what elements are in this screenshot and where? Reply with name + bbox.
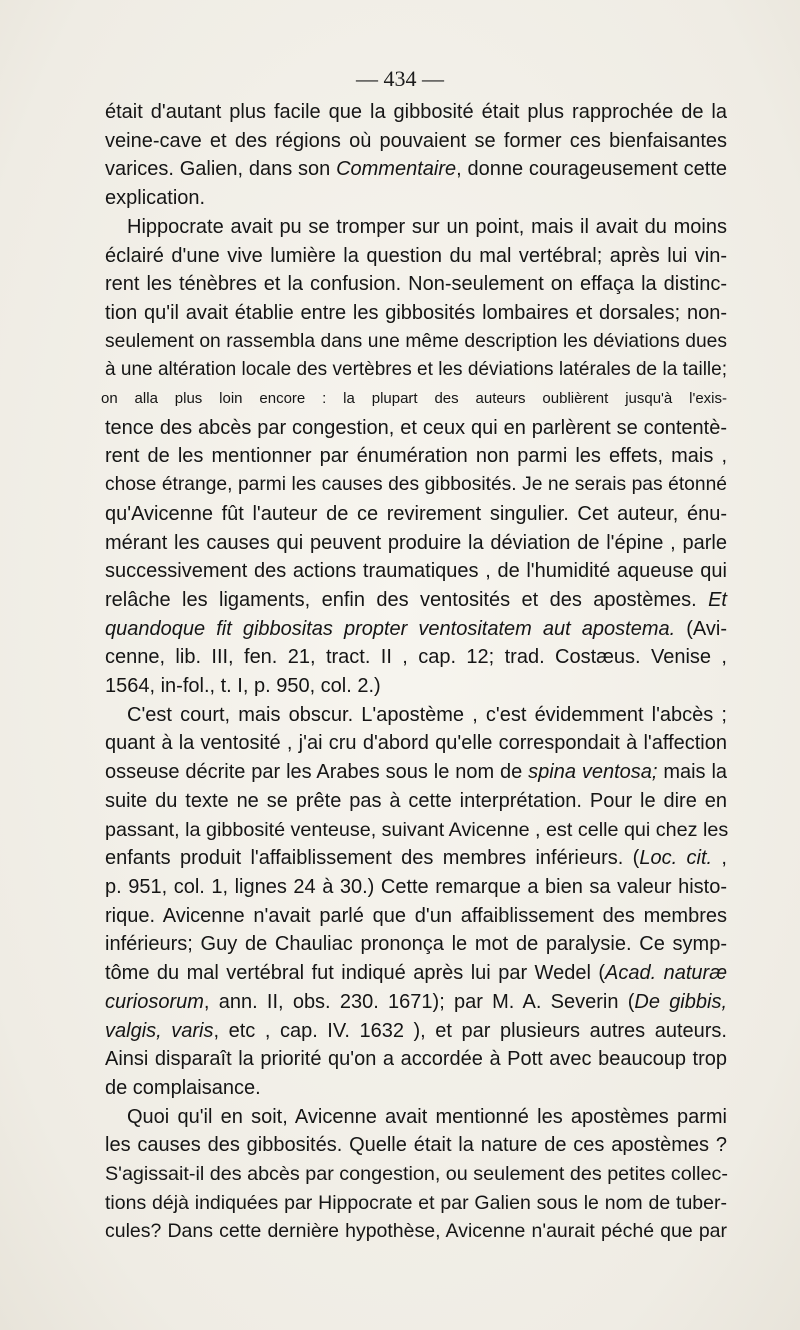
text-line: inférieurs; Guy de Chauliac prononça le mot de paralysie. Ce symp- xyxy=(105,933,727,956)
text-line: tion qu'il avait établie entre les gibbosités lombaires et dorsales; non- xyxy=(105,301,727,324)
text-line: osseuse décrite par les Arabes sous le nom de spina ventosa; mais la xyxy=(105,761,728,784)
text-line: qu'Avicenne fût l'auteur de ce revirement singulier. Cet auteur, énu- xyxy=(105,502,727,525)
paragraph-first-line: Quoi qu'il en soit, Avicenne avait mentionné les apostèmes parmi xyxy=(127,1105,727,1128)
text-line: 1564, in-fol., t. I, p. 950, col. 2.) xyxy=(105,675,381,698)
text-line: successivement des actions traumatiques , de l'humidité aqueuse qui xyxy=(105,560,727,583)
text-line: rent les ténèbres et la confusion. Non-seulement on effaça la distinc- xyxy=(105,273,727,296)
text-line: tions déjà indiquées par Hippocrate et par Galien sous le nom de tuber- xyxy=(105,1191,727,1214)
text-line: mérant les causes qui peuvent produire la déviation de l'épine , parle xyxy=(105,531,727,554)
text-line: curiosorum, ann. II, obs. 230. 1671); par M. A. Severin (De gibbis, xyxy=(105,990,728,1013)
paragraph-first-line: Hippocrate avait pu se tromper sur un point, mais il avait du moins xyxy=(127,215,727,238)
paragraph-first-line: C'est court, mais obscur. L'apostème , c'est évidemment l'abcès ; xyxy=(127,703,727,726)
text-line: à une altération locale des vertèbres et les déviations latérales de la taille; xyxy=(105,359,727,381)
text-line: quant à la ventosité , j'ai cru d'abord qu'elle correspondait à l'affection xyxy=(105,732,727,755)
text-line: cenne, lib. III, fen. 21, tract. II , cap. 12; trad. Costæus. Venise , xyxy=(105,646,727,669)
page-number: — 434 — xyxy=(356,66,444,91)
text-line: tôme du mal vertébral fut indiqué après lui par Wedel (Acad. naturæ xyxy=(105,962,727,985)
text-line: suite du texte ne se prête pas à cette interprétation. Pour le dire en xyxy=(105,789,727,812)
text-line: seulement on rassembla dans une même description les déviations dues xyxy=(105,330,727,352)
text-line: on alla plus loin encore : la plupart des auteurs oublièrent jusqu'à l'exis- xyxy=(101,390,727,408)
text-line: de complaisance. xyxy=(105,1076,261,1099)
text-line: rique. Avicenne n'avait parlé que d'un affaiblissement des membres xyxy=(105,904,727,927)
text-line: cules? Dans cette dernière hypothèse, Avicenne n'aurait péché que par xyxy=(105,1220,727,1243)
text-line: valgis, varis, etc , cap. IV. 1632 ), et par plusieurs autres auteurs. xyxy=(105,1019,727,1042)
text-line: S'agissait-il des abcès par congestion, ou seulement des petites collec- xyxy=(105,1163,728,1186)
text-line: p. 951, col. 1, lignes 24 à 30.) Cette remarque a bien sa valeur histo- xyxy=(105,875,727,898)
text-line: chose étrange, parmi les causes des gibbosités. Je ne serais pas étonné xyxy=(105,474,727,496)
text-line: éclairé d'une vive lumière la question du mal vertébral; après lui vin- xyxy=(105,244,727,267)
text-line: quandoque fit gibbositas propter ventositatem aut apostema. (Avi- xyxy=(105,617,727,640)
text-line: explication. xyxy=(105,187,206,210)
text-line: passant, la gibbosité venteuse, suivant Avicenne , est celle qui chez les xyxy=(105,818,729,841)
text-line: veine-cave et des régions où pouvaient se former ces bienfaisantes xyxy=(105,129,727,152)
text-line: rent de les mentionner par énumération non parmi les effets, mais , xyxy=(105,445,727,468)
text-line: les causes des gibbosités. Quelle était la nature de ces apostèmes ? xyxy=(105,1134,727,1157)
text-line: enfants produit l'affaiblissement des membres inférieurs. (Loc. cit. , xyxy=(105,847,727,870)
text-line: tence des abcès par congestion, et ceux qui en parlèrent se contentè- xyxy=(105,416,727,439)
text-line: varices. Galien, dans son Commentaire, donne courageusement cette xyxy=(105,158,727,181)
text-line: Ainsi disparaît la priorité qu'on a accordée à Pott avec beaucoup trop xyxy=(105,1048,727,1071)
body-text xyxy=(101,98,729,1246)
text-line: était d'autant plus facile que la gibbosité était plus rapprochée de la xyxy=(105,101,727,123)
text-line: relâche les ligaments, enfin des ventosités et des apostèmes. Et xyxy=(105,588,727,611)
